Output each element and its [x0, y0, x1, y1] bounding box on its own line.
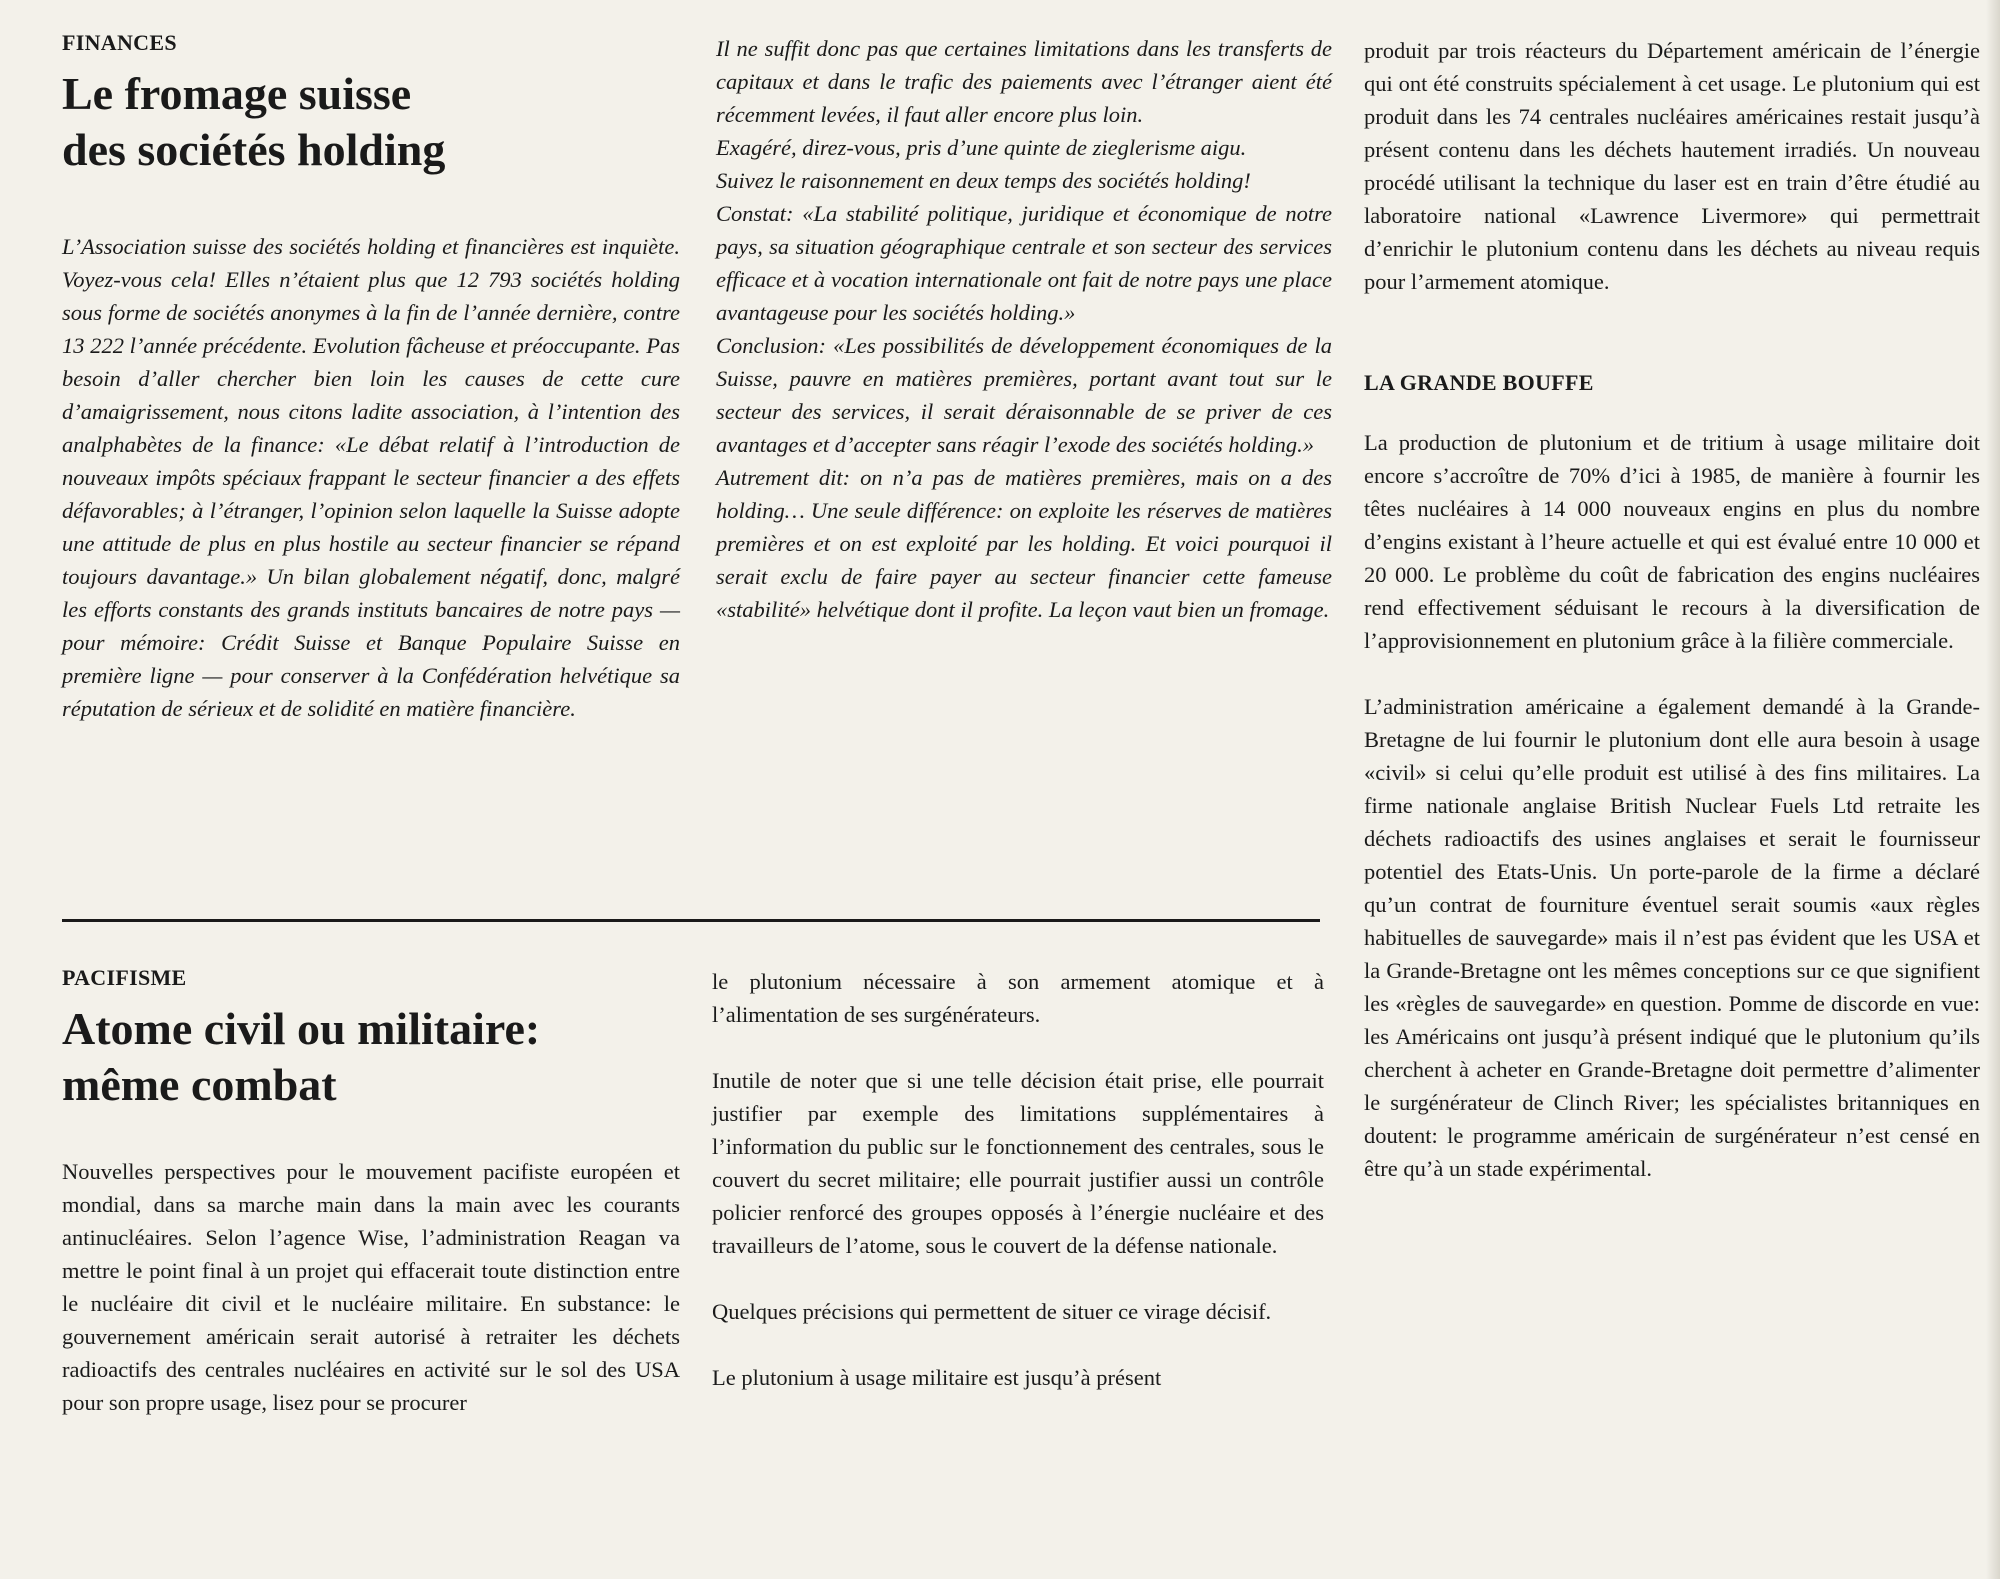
pacifisme-col2-paragraph-4: Le plutonium à usage militaire est jusqu’à présent — [712, 1365, 1162, 1390]
page-edge — [1986, 0, 2000, 1579]
finances-col1-paragraph: L’Association suisse des sociétés holding et financières est inquiète. Voyez-vous cela! Elles n’étaient plus que 12 793 sociétés holding sous forme de sociétés anonymes à la fin de l’année dernière, contre 13 222 l’année précédente. Evolution fâcheuse et préoccupante. Pas besoin d’aller chercher bien loin les causes de cette cure d’amaigrissement, nous citons ladite association, à l’intention des analphabètes de la finance: «Le débat relatif à l’introduction de nouveaux impôts spéciaux frappant le secteur financier a des effets défavorables; à l’étranger, l’opinion selon laquelle la Suisse adopte une attitude de plus en plus hostile au secteur financier se répand toujours davantage.» Un bilan globalement négatif, donc, malgré les efforts constants des grands instituts bancaires de notre pays — pour mémoire: Crédit Suisse et Banque Populaire Suisse en première ligne — pour conserver à la Confédération helvétique sa réputation de sérieux et de solidité en matière financière. — [62, 234, 680, 721]
pacifisme-col3-paragraph-1: produit par trois réacteurs du Département américain de l’énergie qui ont été construits spécialement à cet usage. Le plutonium qui est produit dans les 74 centrales nucléaires américaines restait jusqu’à présent contenu dans les déchets hautement irradiés. Un nouveau procédé utilisant la technique du laser est en train d’être étudié au laboratoire national «Lawrence Livermore» qui permettrait d’enrichir le plutonium contenu dans les déchets au niveau requis pour l’armement atomique. — [1364, 38, 1980, 294]
section-divider — [62, 919, 1320, 922]
pacifisme-headline-line2: même combat — [62, 1059, 337, 1110]
finances-header — [62, 30, 702, 178]
pacifisme-col2-paragraph-3: Quelques précisions qui permettent de situer ce virage décisif. — [712, 1299, 1272, 1324]
finances-column-1 — [62, 230, 680, 725]
pacifisme-column-1 — [62, 1155, 680, 1419]
finances-col2-paragraph-5: Conclusion: «Les possibilités de développement économiques de la Suisse, pauvre en matières premières, portant avant tout sur le secteur des services, il serait déraisonnable de se priver de ces avantages et d’accepter sans réagir l’exode des sociétés holding.» — [716, 333, 1332, 457]
finances-headline-line1: Le fromage suisse — [62, 68, 412, 119]
pacifisme-col3-paragraph-3: L’administration américaine a également demandé à la Grande-Bretagne de lui fournir le plutonium dont elle aura besoin à usage «civil» si celui qu’elle produit est utilisé à des fins militaires. La firme nationale anglaise British Nuclear Fuels Ltd retraite les déchets radioactifs des usines anglaises et serait le fournisseur potentiel des Etats-Unis. Un porte-parole de la firme a déclaré qu’un contrat de fourniture éventuel serait soumis «aux règles habituelles de sauvegarde» mais il n’est pas évident que les USA et la Grande-Bretagne ont les mêmes conceptions sur ce que signifient les «règles de sauvegarde» en question. Pomme de discorde en vue: les Américains ont jusqu’à présent indiqué que le plutonium qu’ils cherchent à acheter en Grande-Bretagne doit permettre d’alimenter le surgénérateur de Clinch River; les spécialistes britanniques en doutent: le programme américain de surgénérateur n’est censé en être qu’à un stade expérimental. — [1364, 694, 1980, 1181]
pacifisme-header — [62, 965, 702, 1113]
finances-col2-paragraph-1: Il ne suffit donc pas que certaines limitations dans les transferts de capitaux et dans le trafic des paiements avec l’étranger aient été récemment levées, il faut aller encore plus loin. — [716, 36, 1332, 127]
pacifisme-col3-paragraph-2: La production de plutonium et de tritium à usage militaire doit encore s’accroître de 70% d’ici à 1985, de manière à fournir les têtes nucléaires à 14 000 nouveaux engins en plus du nombre d’engins existant à l’heure actuelle et qui est évalué entre 10 000 et 20 000. Le problème du coût de fabrication des engins nucléaires rend effectivement séduisant le recours à la diversification de l’approvisionnement en plutonium grâce à la filière commerciale. — [1364, 430, 1980, 653]
pacifisme-column-3 — [1364, 34, 1980, 1185]
pacifisme-rubric: PACIFISME — [62, 965, 187, 990]
pacifisme-col2-paragraph-1: le plutonium nécessaire à son armement atomique et à l’alimentation de ses surgénérateurs. — [712, 969, 1324, 1027]
pacifisme-col2-paragraph-2: Inutile de noter que si une telle décision était prise, elle pourrait justifier par exemple des limitations supplémentaires à l’information du public sur le fonctionnement des centrales, sous le couvert du secret militaire; elle pourrait justifier aussi un contrôle policier renforcé des groupes opposés à l’énergie nucléaire et des travailleurs de l’atome, sous le couvert de la défense nationale. — [712, 1068, 1324, 1258]
finances-column-2 — [716, 32, 1332, 626]
finances-col2-paragraph-3: Suivez le raisonnement en deux temps des sociétés holding! — [716, 168, 1251, 193]
pacifisme-subhead: LA GRANDE BOUFFE — [1364, 370, 1594, 395]
pacifisme-headline — [62, 1001, 702, 1113]
finances-col2-paragraph-6: Autrement dit: on n’a pas de matières premières, mais on a des holding… Une seule différence: on exploite les réserves de matières premières et on est exploité par les holding. Et voici pourquoi il serait exclu de faire payer au secteur financier cette fameuse «stabilité» helvétique dont il profite. La leçon vaut bien un fromage. — [716, 465, 1332, 622]
pacifisme-column-2 — [712, 965, 1324, 1394]
pacifisme-headline-line1: Atome civil ou militaire: — [62, 1003, 541, 1054]
finances-rubric: FINANCES — [62, 30, 177, 55]
pacifisme-col1-paragraph: Nouvelles perspectives pour le mouvement pacifiste européen et mondial, dans sa marche main dans la main avec les courants antinucléaires. Selon l’agence Wise, l’administration Reagan va mettre le point final à un projet qui effacerait toute distinction entre le nucléaire dit civil et le nucléaire militaire. En substance: le gouvernement américain serait autorisé à retraiter les déchets radioactifs des centrales nucléaires en activité sur le sol des USA pour son propre usage, lisez pour se procurer — [62, 1159, 680, 1415]
finances-col2-paragraph-4: Constat: «La stabilité politique, juridique et économique de notre pays, sa situation géographique centrale et son secteur des services efficace et à vocation internationale ont fait de notre pays une place avantageuse pour les sociétés holding.» — [716, 201, 1332, 325]
finances-headline-line2: des sociétés holding — [62, 124, 446, 175]
finances-headline — [62, 66, 702, 178]
finances-col2-paragraph-2: Exagéré, direz-vous, pris d’une quinte de zieglerisme aigu. — [716, 135, 1247, 160]
